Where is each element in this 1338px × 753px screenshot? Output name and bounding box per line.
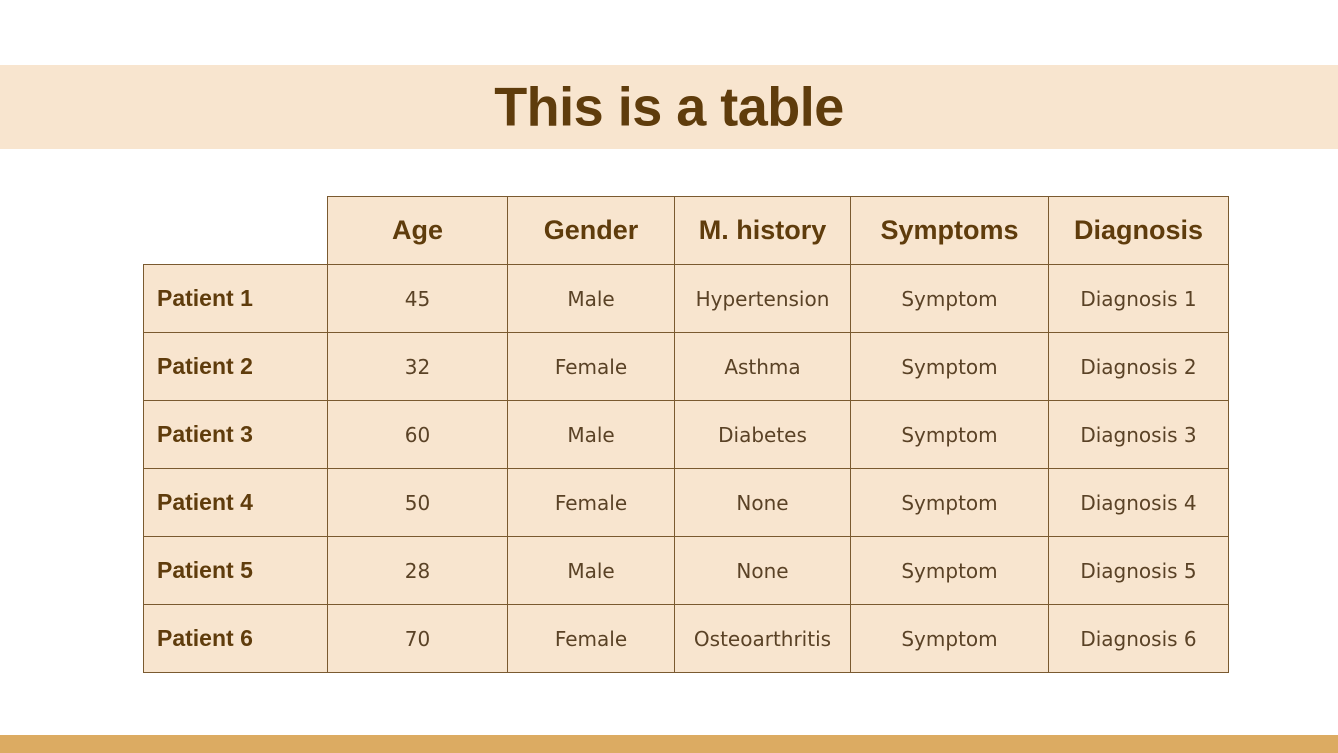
cell-diagnosis: Diagnosis 6 xyxy=(1049,605,1229,673)
cell-gender: Male xyxy=(508,265,675,333)
cell-diagnosis: Diagnosis 3 xyxy=(1049,401,1229,469)
cell-medical-history: Osteoarthritis xyxy=(675,605,851,673)
cell-medical-history: Diabetes xyxy=(675,401,851,469)
cell-diagnosis: Diagnosis 1 xyxy=(1049,265,1229,333)
cell-diagnosis: Diagnosis 5 xyxy=(1049,537,1229,605)
cell-age: 45 xyxy=(328,265,508,333)
cell-gender: Male xyxy=(508,537,675,605)
column-header-medical-history: M. history xyxy=(675,197,851,265)
cell-gender: Female xyxy=(508,605,675,673)
row-header: Patient 2 xyxy=(144,333,328,401)
title-band xyxy=(0,65,1338,149)
column-header-diagnosis: Diagnosis xyxy=(1049,197,1229,265)
cell-symptoms: Symptom xyxy=(851,265,1049,333)
cell-symptoms: Symptom xyxy=(851,537,1049,605)
row-header: Patient 5 xyxy=(144,537,328,605)
cell-medical-history: None xyxy=(675,537,851,605)
row-header: Patient 6 xyxy=(144,605,328,673)
table-row xyxy=(144,469,1229,537)
column-header-symptoms: Symptoms xyxy=(851,197,1049,265)
corner-cell xyxy=(144,197,328,265)
cell-diagnosis: Diagnosis 2 xyxy=(1049,333,1229,401)
row-header: Patient 4 xyxy=(144,469,328,537)
cell-age: 50 xyxy=(328,469,508,537)
header-row xyxy=(144,197,1229,265)
table-row xyxy=(144,537,1229,605)
bottom-accent-bar xyxy=(0,735,1338,753)
slide-title: This is a table xyxy=(494,76,844,138)
column-header-gender: Gender xyxy=(508,197,675,265)
table-row xyxy=(144,401,1229,469)
cell-symptoms: Symptom xyxy=(851,605,1049,673)
cell-gender: Female xyxy=(508,333,675,401)
cell-age: 32 xyxy=(328,333,508,401)
cell-age: 28 xyxy=(328,537,508,605)
cell-gender: Female xyxy=(508,469,675,537)
table-row xyxy=(144,333,1229,401)
cell-symptoms: Symptom xyxy=(851,469,1049,537)
cell-age: 70 xyxy=(328,605,508,673)
row-header: Patient 3 xyxy=(144,401,328,469)
cell-medical-history: Asthma xyxy=(675,333,851,401)
column-header-age: Age xyxy=(328,197,508,265)
cell-gender: Male xyxy=(508,401,675,469)
row-header: Patient 1 xyxy=(144,265,328,333)
table-row xyxy=(144,605,1229,673)
cell-medical-history: None xyxy=(675,469,851,537)
patient-table xyxy=(143,196,1229,673)
cell-symptoms: Symptom xyxy=(851,333,1049,401)
table-row xyxy=(144,265,1229,333)
cell-diagnosis: Diagnosis 4 xyxy=(1049,469,1229,537)
cell-symptoms: Symptom xyxy=(851,401,1049,469)
cell-medical-history: Hypertension xyxy=(675,265,851,333)
cell-age: 60 xyxy=(328,401,508,469)
